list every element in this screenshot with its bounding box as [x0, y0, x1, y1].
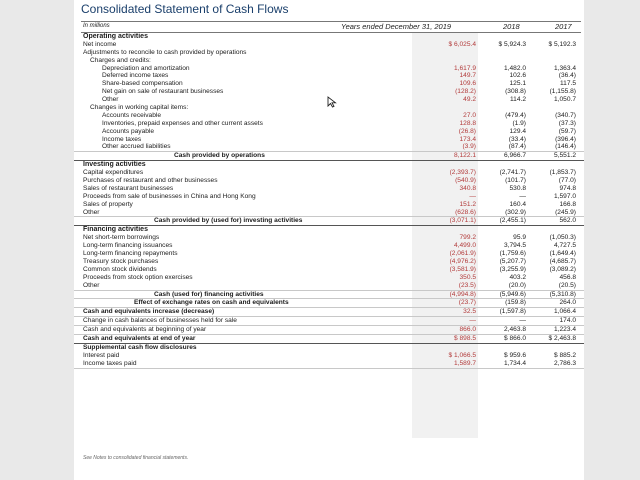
- value-2019: (2,061.9): [449, 250, 476, 258]
- row-label: Proceeds from stock option exercises: [83, 273, 193, 281]
- row-label: Adjustments to reconcile to cash provided by operations: [83, 48, 247, 56]
- statement-row: [74, 299, 584, 308]
- value-2018: (159.8): [505, 299, 526, 307]
- value-2019: (26.8): [458, 127, 476, 135]
- statement-row: [74, 291, 584, 300]
- value-2017: 1,363.4: [554, 64, 576, 72]
- statement-row: [74, 169, 584, 177]
- value-2018: (20.0): [508, 281, 526, 289]
- value-2017: (59.7): [558, 127, 576, 135]
- row-label: Other: [102, 96, 119, 104]
- value-2017: 456.8: [559, 273, 576, 281]
- row-label: Net short-term borrowings: [83, 234, 160, 242]
- row-label: Charges and credits:: [90, 56, 151, 64]
- statement-row: [74, 344, 584, 352]
- value-2018: 1,482.0: [504, 64, 526, 72]
- column-header-2018: 2018: [503, 22, 520, 31]
- value-2017: 166.8: [559, 200, 576, 208]
- value-2019: (3.9): [462, 143, 476, 151]
- row-label: Supplemental cash flow disclosures: [83, 343, 197, 351]
- statement-row: [74, 128, 584, 136]
- value-2017: (77.0): [558, 177, 576, 185]
- value-2018: 530.8: [509, 184, 526, 192]
- value-2017: (5,310.8): [549, 290, 576, 298]
- value-2018: 1,734.4: [504, 359, 526, 367]
- value-2017: (20.5): [558, 281, 576, 289]
- statement-row: [74, 57, 584, 65]
- value-2019: (628.6): [455, 208, 476, 216]
- statement-row: [74, 136, 584, 144]
- statement-row: [74, 282, 584, 291]
- value-2019: (4,994.8): [449, 290, 476, 298]
- value-2019: 109.6: [459, 80, 476, 88]
- value-2018: (87.4): [508, 143, 526, 151]
- value-2018: $ 866.0: [504, 334, 526, 342]
- statement-row: [74, 143, 584, 152]
- row-label: Purchases of restaurant and other businesses: [83, 177, 218, 185]
- value-2017: 1,223.4: [554, 326, 576, 334]
- value-2019: 866.0: [459, 326, 476, 334]
- value-2018: 6,966.7: [504, 152, 526, 160]
- value-2019: —: [469, 192, 476, 200]
- value-2017: (1,155.8): [549, 88, 576, 96]
- value-2019: 49.2: [463, 96, 476, 104]
- value-2019: 128.8: [459, 119, 476, 127]
- value-2019: (3,581.9): [449, 265, 476, 273]
- row-label: Share-based compensation: [102, 80, 183, 88]
- statement-row: [74, 49, 584, 57]
- statement-row: [74, 185, 584, 193]
- row-label: Changes in working capital items:: [90, 104, 189, 112]
- statement-row: [74, 201, 584, 209]
- value-2018: (5,949.6): [499, 290, 526, 298]
- statement-row: [74, 80, 584, 88]
- statement-row: [74, 217, 584, 226]
- units-label: In millions: [83, 23, 110, 29]
- row-label: Cash and equivalents at end of year: [83, 334, 196, 342]
- value-2017: 117.5: [559, 80, 576, 88]
- value-2018: (308.8): [505, 88, 526, 96]
- value-2018: $ 5,924.3: [498, 40, 526, 48]
- value-2018: —: [519, 317, 526, 325]
- row-label: Effect of exchange rates on cash and equivalents: [134, 299, 289, 307]
- value-2017: (4,685.7): [549, 257, 576, 265]
- value-2019: (23.5): [458, 281, 476, 289]
- value-2019: 27.0: [463, 111, 476, 119]
- value-2017: (396.4): [555, 135, 576, 143]
- value-2017: (37.3): [558, 119, 576, 127]
- value-2019: 1,617.9: [454, 64, 476, 72]
- value-2018: (479.4): [505, 111, 526, 119]
- statement-row: [74, 326, 584, 335]
- value-2018: (101.7): [505, 177, 526, 185]
- row-label: Sales of restaurant businesses: [83, 184, 174, 192]
- value-2017: 1,050.7: [554, 96, 576, 104]
- statement-row: [74, 250, 584, 258]
- value-2019: (4,976.2): [449, 257, 476, 265]
- value-2018: 403.2: [509, 273, 526, 281]
- value-2019: $ 1,066.5: [448, 351, 476, 359]
- value-2017: 174.0: [559, 317, 576, 325]
- statement-row: [74, 360, 584, 369]
- value-2018: 102.6: [509, 72, 526, 80]
- row-label: Income taxes paid: [83, 359, 137, 367]
- statement-row: [74, 161, 584, 169]
- value-2019: $ 6,025.4: [448, 40, 476, 48]
- statement-row: [74, 88, 584, 96]
- statement-row: [74, 308, 584, 317]
- row-label: Inventories, prepaid expenses and other current assets: [102, 119, 263, 127]
- statement-row: [74, 352, 584, 360]
- value-2019: (2,393.7): [449, 169, 476, 177]
- statement-row: [74, 209, 584, 218]
- value-2018: (5,207.7): [499, 257, 526, 265]
- value-2017: 264.0: [559, 299, 576, 307]
- statement-row: [74, 33, 584, 41]
- value-2017: (1,050.3): [549, 234, 576, 242]
- value-2018: (2,455.1): [499, 217, 526, 225]
- value-2018: $ 959.6: [504, 351, 526, 359]
- row-label: Cash provided by operations: [174, 152, 265, 160]
- value-2018: (302.9): [505, 208, 526, 216]
- period-header-2019: Years ended December 31, 2019: [341, 22, 452, 31]
- value-2018: 125.1: [509, 80, 526, 88]
- row-label: Income taxes: [102, 135, 142, 143]
- value-2018: (1,597.8): [499, 308, 526, 316]
- row-label: Long-term financing issuances: [83, 242, 173, 250]
- value-2018: 129.4: [509, 127, 526, 135]
- statement-row: [74, 112, 584, 120]
- row-label: Other accrued liabilities: [102, 143, 171, 151]
- row-label: Cash (used for) financing activities: [154, 290, 264, 298]
- value-2018: (2,741.7): [499, 169, 526, 177]
- value-2019: $ 898.5: [454, 334, 476, 342]
- value-2017: $ 885.2: [554, 351, 576, 359]
- value-2018: 3,794.5: [504, 242, 526, 250]
- statement-row: [74, 120, 584, 128]
- value-2017: (1,649.4): [549, 250, 576, 258]
- value-2017: 1,597.0: [554, 192, 576, 200]
- row-label: Deferred income taxes: [102, 72, 169, 80]
- value-2019: 32.5: [463, 308, 476, 316]
- row-label: Cash provided by (used for) investing activities: [154, 217, 303, 225]
- value-2017: 4,727.5: [554, 242, 576, 250]
- statement-row: [74, 193, 584, 201]
- statement-row: [74, 234, 584, 242]
- value-2019: 350.5: [459, 273, 476, 281]
- statement-row: [74, 65, 584, 73]
- value-2017: (3,089.2): [549, 265, 576, 273]
- row-label: Cash and equivalents increase (decrease): [83, 308, 215, 316]
- page-title: Consolidated Statement of Cash Flows: [81, 2, 289, 16]
- value-2017: $ 5,192.3: [548, 40, 576, 48]
- statement-row: [74, 152, 584, 161]
- row-label: Sales of property: [83, 200, 133, 208]
- row-label: Net income: [83, 40, 117, 48]
- row-label: Long-term financing repayments: [83, 250, 178, 258]
- value-2018: 160.4: [509, 200, 526, 208]
- statement-row: [74, 317, 584, 326]
- statement-row: [74, 72, 584, 80]
- row-label: Accounts payable: [102, 127, 155, 135]
- value-2019: (3,071.1): [449, 217, 476, 225]
- value-2018: 95.9: [513, 234, 526, 242]
- value-2019: 149.7: [459, 72, 476, 80]
- statement-row: [74, 242, 584, 250]
- row-label: Capital expenditures: [83, 169, 144, 177]
- value-2019: —: [469, 317, 476, 325]
- value-2019: 173.4: [459, 135, 476, 143]
- value-2017: 2,786.3: [554, 359, 576, 367]
- value-2017: (36.4): [558, 72, 576, 80]
- value-2019: 340.8: [459, 184, 476, 192]
- value-2018: (1,759.6): [499, 250, 526, 258]
- row-label: Treasury stock purchases: [83, 257, 159, 265]
- statement-row: [74, 335, 584, 344]
- value-2017: (340.7): [555, 111, 576, 119]
- statement-row: [74, 274, 584, 282]
- column-header-2017: 2017: [555, 22, 572, 31]
- row-label: Other: [83, 281, 100, 289]
- statement-row: [74, 258, 584, 266]
- value-2019: 8,122.1: [454, 152, 476, 160]
- footnote: See Notes to consolidated financial statements.: [83, 455, 189, 461]
- row-label: Depreciation and amortization: [102, 64, 190, 72]
- row-label: Other: [83, 208, 100, 216]
- row-label: Net gain on sale of restaurant businesses: [102, 88, 224, 96]
- value-2018: (33.4): [508, 135, 526, 143]
- value-2018: (3,255.9): [499, 265, 526, 273]
- value-2019: 1,589.7: [454, 359, 476, 367]
- row-label: Investing activities: [83, 161, 146, 169]
- row-label: Financing activities: [83, 226, 148, 234]
- value-2019: (128.2): [455, 88, 476, 96]
- statement-row: [74, 177, 584, 185]
- statement-page: [74, 0, 584, 480]
- value-2017: 562.0: [559, 217, 576, 225]
- row-label: Operating activities: [83, 33, 148, 40]
- value-2017: 5,551.2: [554, 152, 576, 160]
- mouse-pointer-icon: [327, 96, 339, 108]
- value-2019: (540.9): [455, 177, 476, 185]
- row-label: Cash and equivalents at beginning of year: [83, 326, 207, 334]
- value-2017: (1,853.7): [549, 169, 576, 177]
- value-2018: 2,463.8: [504, 326, 526, 334]
- value-2017: 1,066.4: [554, 308, 576, 316]
- value-2017: (245.9): [555, 208, 576, 216]
- statement-row: [74, 266, 584, 274]
- value-2019: 151.2: [459, 200, 476, 208]
- value-2017: $ 2,463.8: [548, 334, 576, 342]
- value-2019: (23.7): [458, 299, 476, 307]
- row-label: Proceeds from sale of businesses in China and Hong Kong: [83, 192, 256, 200]
- value-2018: 114.2: [509, 96, 526, 104]
- value-2019: 799.2: [459, 234, 476, 242]
- statement-row: [74, 226, 584, 234]
- value-2019: 4,499.0: [454, 242, 476, 250]
- row-label: Change in cash balances of businesses held for sale: [83, 317, 237, 325]
- value-2018: —: [519, 192, 526, 200]
- value-2017: 974.8: [559, 184, 576, 192]
- row-label: Common stock dividends: [83, 265, 157, 273]
- row-label: Interest paid: [83, 351, 120, 359]
- value-2018: (1.9): [512, 119, 526, 127]
- statement-rows: [74, 33, 584, 369]
- row-label: Accounts receivable: [102, 111, 162, 119]
- statement-row: [74, 41, 584, 49]
- value-2017: (146.4): [555, 143, 576, 151]
